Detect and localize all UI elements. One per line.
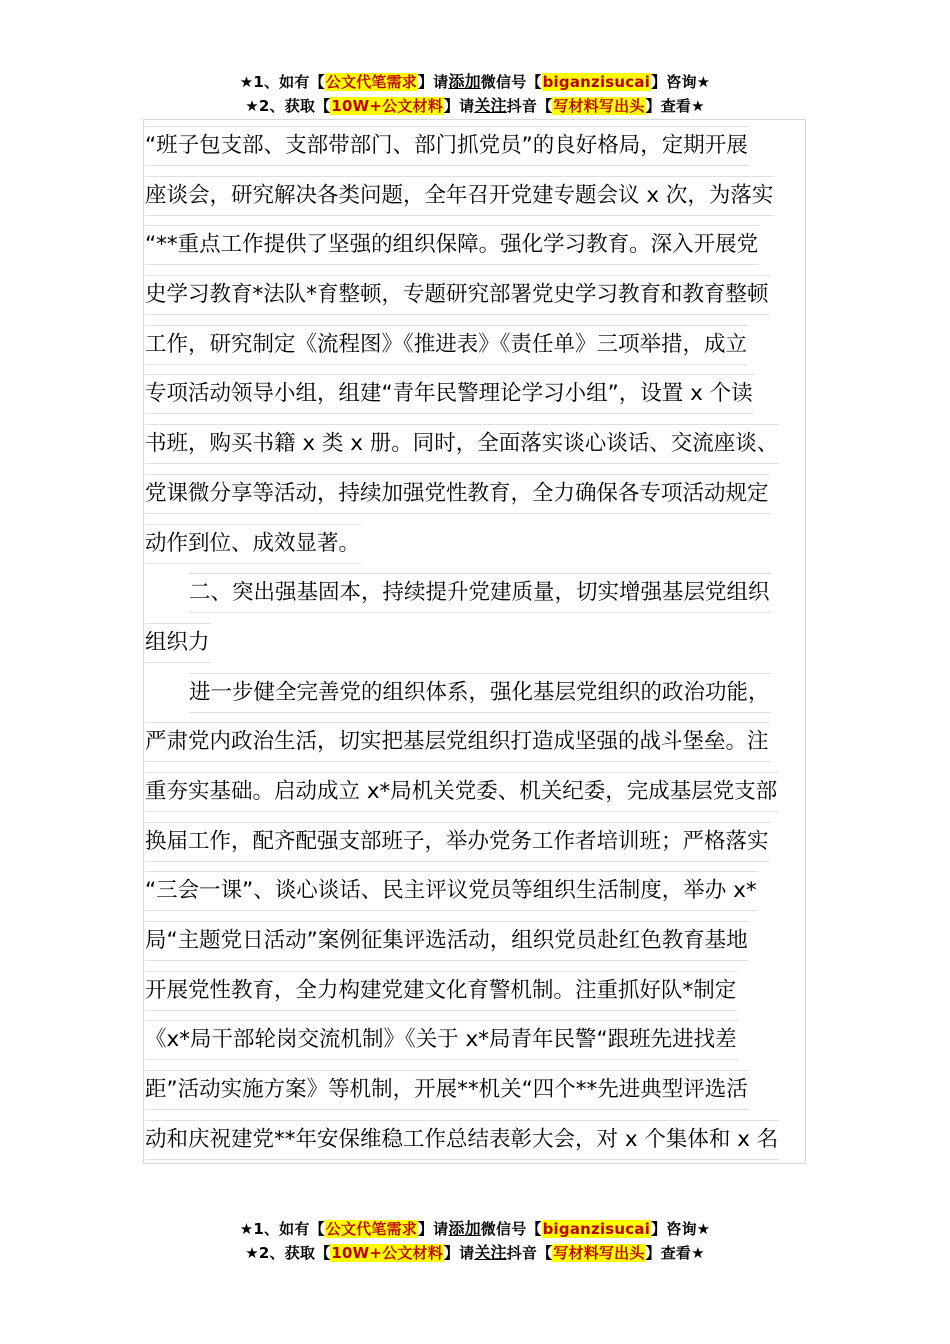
highlight-materials: 10W+公文材料 bbox=[331, 1244, 443, 1262]
header-line-1 bbox=[0, 70, 950, 94]
header-emphasis: 添加 bbox=[448, 72, 481, 91]
highlight-douyin: 写材料写出头 bbox=[553, 97, 645, 115]
body-line: “三会一课”、谈心谈话、民主评议党员等组织生活制度，举办 x* bbox=[145, 871, 805, 921]
header-text: 】请 bbox=[417, 73, 449, 91]
body-line: 动和庆祝建党**年安保维稳工作总结表彰大会，对 x 个集体和 x 名 bbox=[145, 1120, 805, 1170]
highlight-douyin: 写材料写出头 bbox=[553, 1244, 645, 1262]
header-text: 】查看★ bbox=[645, 97, 705, 115]
footer-text: 】请 bbox=[443, 1244, 475, 1262]
footer-text: 】咨询★ bbox=[651, 1220, 711, 1238]
footer-emphasis: 关注 bbox=[474, 1243, 507, 1262]
body-line: 工作，研究制定《流程图》《推进表》《责任单》三项举措，成立 bbox=[145, 325, 805, 375]
body-line: 书班，购买书籍 x 类 x 册。同时，全面落实谈心谈话、交流座谈、 bbox=[145, 424, 805, 474]
body-line: 换届工作，配齐配强支部班子，举办党务工作者培训班；严格落实 bbox=[145, 822, 805, 872]
footer-text: 微信号【 bbox=[480, 1220, 542, 1238]
footer-banner bbox=[0, 1217, 950, 1265]
header-text: ★1、如有【 bbox=[239, 73, 325, 91]
body-line: “班子包支部、支部带部门、部门抓党员”的良好格局，定期开展 bbox=[145, 126, 805, 176]
body-line: 党课微分享等活动，持续加强党性教育，全力确保各专项活动规定 bbox=[145, 474, 805, 524]
section-heading-cont: 组织力 bbox=[145, 623, 805, 673]
highlight-wechat-id: biganzisucai bbox=[542, 1220, 651, 1238]
footer-text: 】查看★ bbox=[645, 1244, 705, 1262]
header-text: 】请 bbox=[443, 97, 475, 115]
highlight-wechat-id: biganzisucai bbox=[542, 73, 651, 91]
footer-line-2 bbox=[0, 1241, 950, 1265]
header-text: 】咨询★ bbox=[651, 73, 711, 91]
header-text: ★2、获取【 bbox=[245, 97, 331, 115]
header-banner bbox=[0, 70, 950, 118]
body-line: 开展党性教育，全力构建党建文化育警机制。注重抓好队*制定 bbox=[145, 971, 805, 1021]
document-body bbox=[145, 126, 805, 1169]
body-line: 严肃党内政治生活，切实把基层党组织打造成坚强的战斗堡垒。注 bbox=[145, 722, 805, 772]
body-line: 专项活动领导小组，组建“青年民警理论学习小组”，设置 x 个读 bbox=[145, 374, 805, 424]
header-text: 抖音【 bbox=[506, 97, 553, 115]
footer-text: 抖音【 bbox=[506, 1244, 553, 1262]
highlight-materials: 10W+公文材料 bbox=[331, 97, 443, 115]
footer-text: 】请 bbox=[417, 1220, 449, 1238]
highlight-service: 公文代笔需求 bbox=[325, 1220, 417, 1238]
header-line-2 bbox=[0, 94, 950, 118]
body-line: “**重点工作提供了坚强的组织保障。强化学习教育。深入开展党 bbox=[145, 225, 805, 275]
body-line: 座谈会，研究解决各类问题，全年召开党建专题会议 x 次，为落实 bbox=[145, 176, 805, 226]
body-line: 局“主题党日活动”案例征集评选活动，组织党员赴红色教育基地 bbox=[145, 921, 805, 971]
body-line: 重夯实基础。启动成立 x*局机关党委、机关纪委，完成基层党支部 bbox=[145, 772, 805, 822]
header-text: 微信号【 bbox=[480, 73, 542, 91]
highlight-service: 公文代笔需求 bbox=[325, 73, 417, 91]
footer-text: ★2、获取【 bbox=[245, 1244, 331, 1262]
footer-emphasis: 添加 bbox=[448, 1219, 481, 1238]
section-heading: 二、突出强基固本，持续提升党建质量，切实增强基层党组织 bbox=[145, 573, 805, 623]
body-line: 史学习教育*法队*育整顿，专题研究部署党史学习教育和教育整顿 bbox=[145, 275, 805, 325]
footer-line-1 bbox=[0, 1217, 950, 1241]
body-line: 动作到位、成效显著。 bbox=[145, 524, 805, 574]
body-line: 距”活动实施方案》等机制，开展**机关“四个**先进典型评选活 bbox=[145, 1070, 805, 1120]
body-line: 进一步健全完善党的组织体系，强化基层党组织的政治功能， bbox=[145, 673, 805, 723]
body-line: 《x*局干部轮岗交流机制》《关于 x*局青年民警“跟班先进找差 bbox=[145, 1020, 805, 1070]
header-emphasis: 关注 bbox=[474, 96, 507, 115]
footer-text: ★1、如有【 bbox=[239, 1220, 325, 1238]
